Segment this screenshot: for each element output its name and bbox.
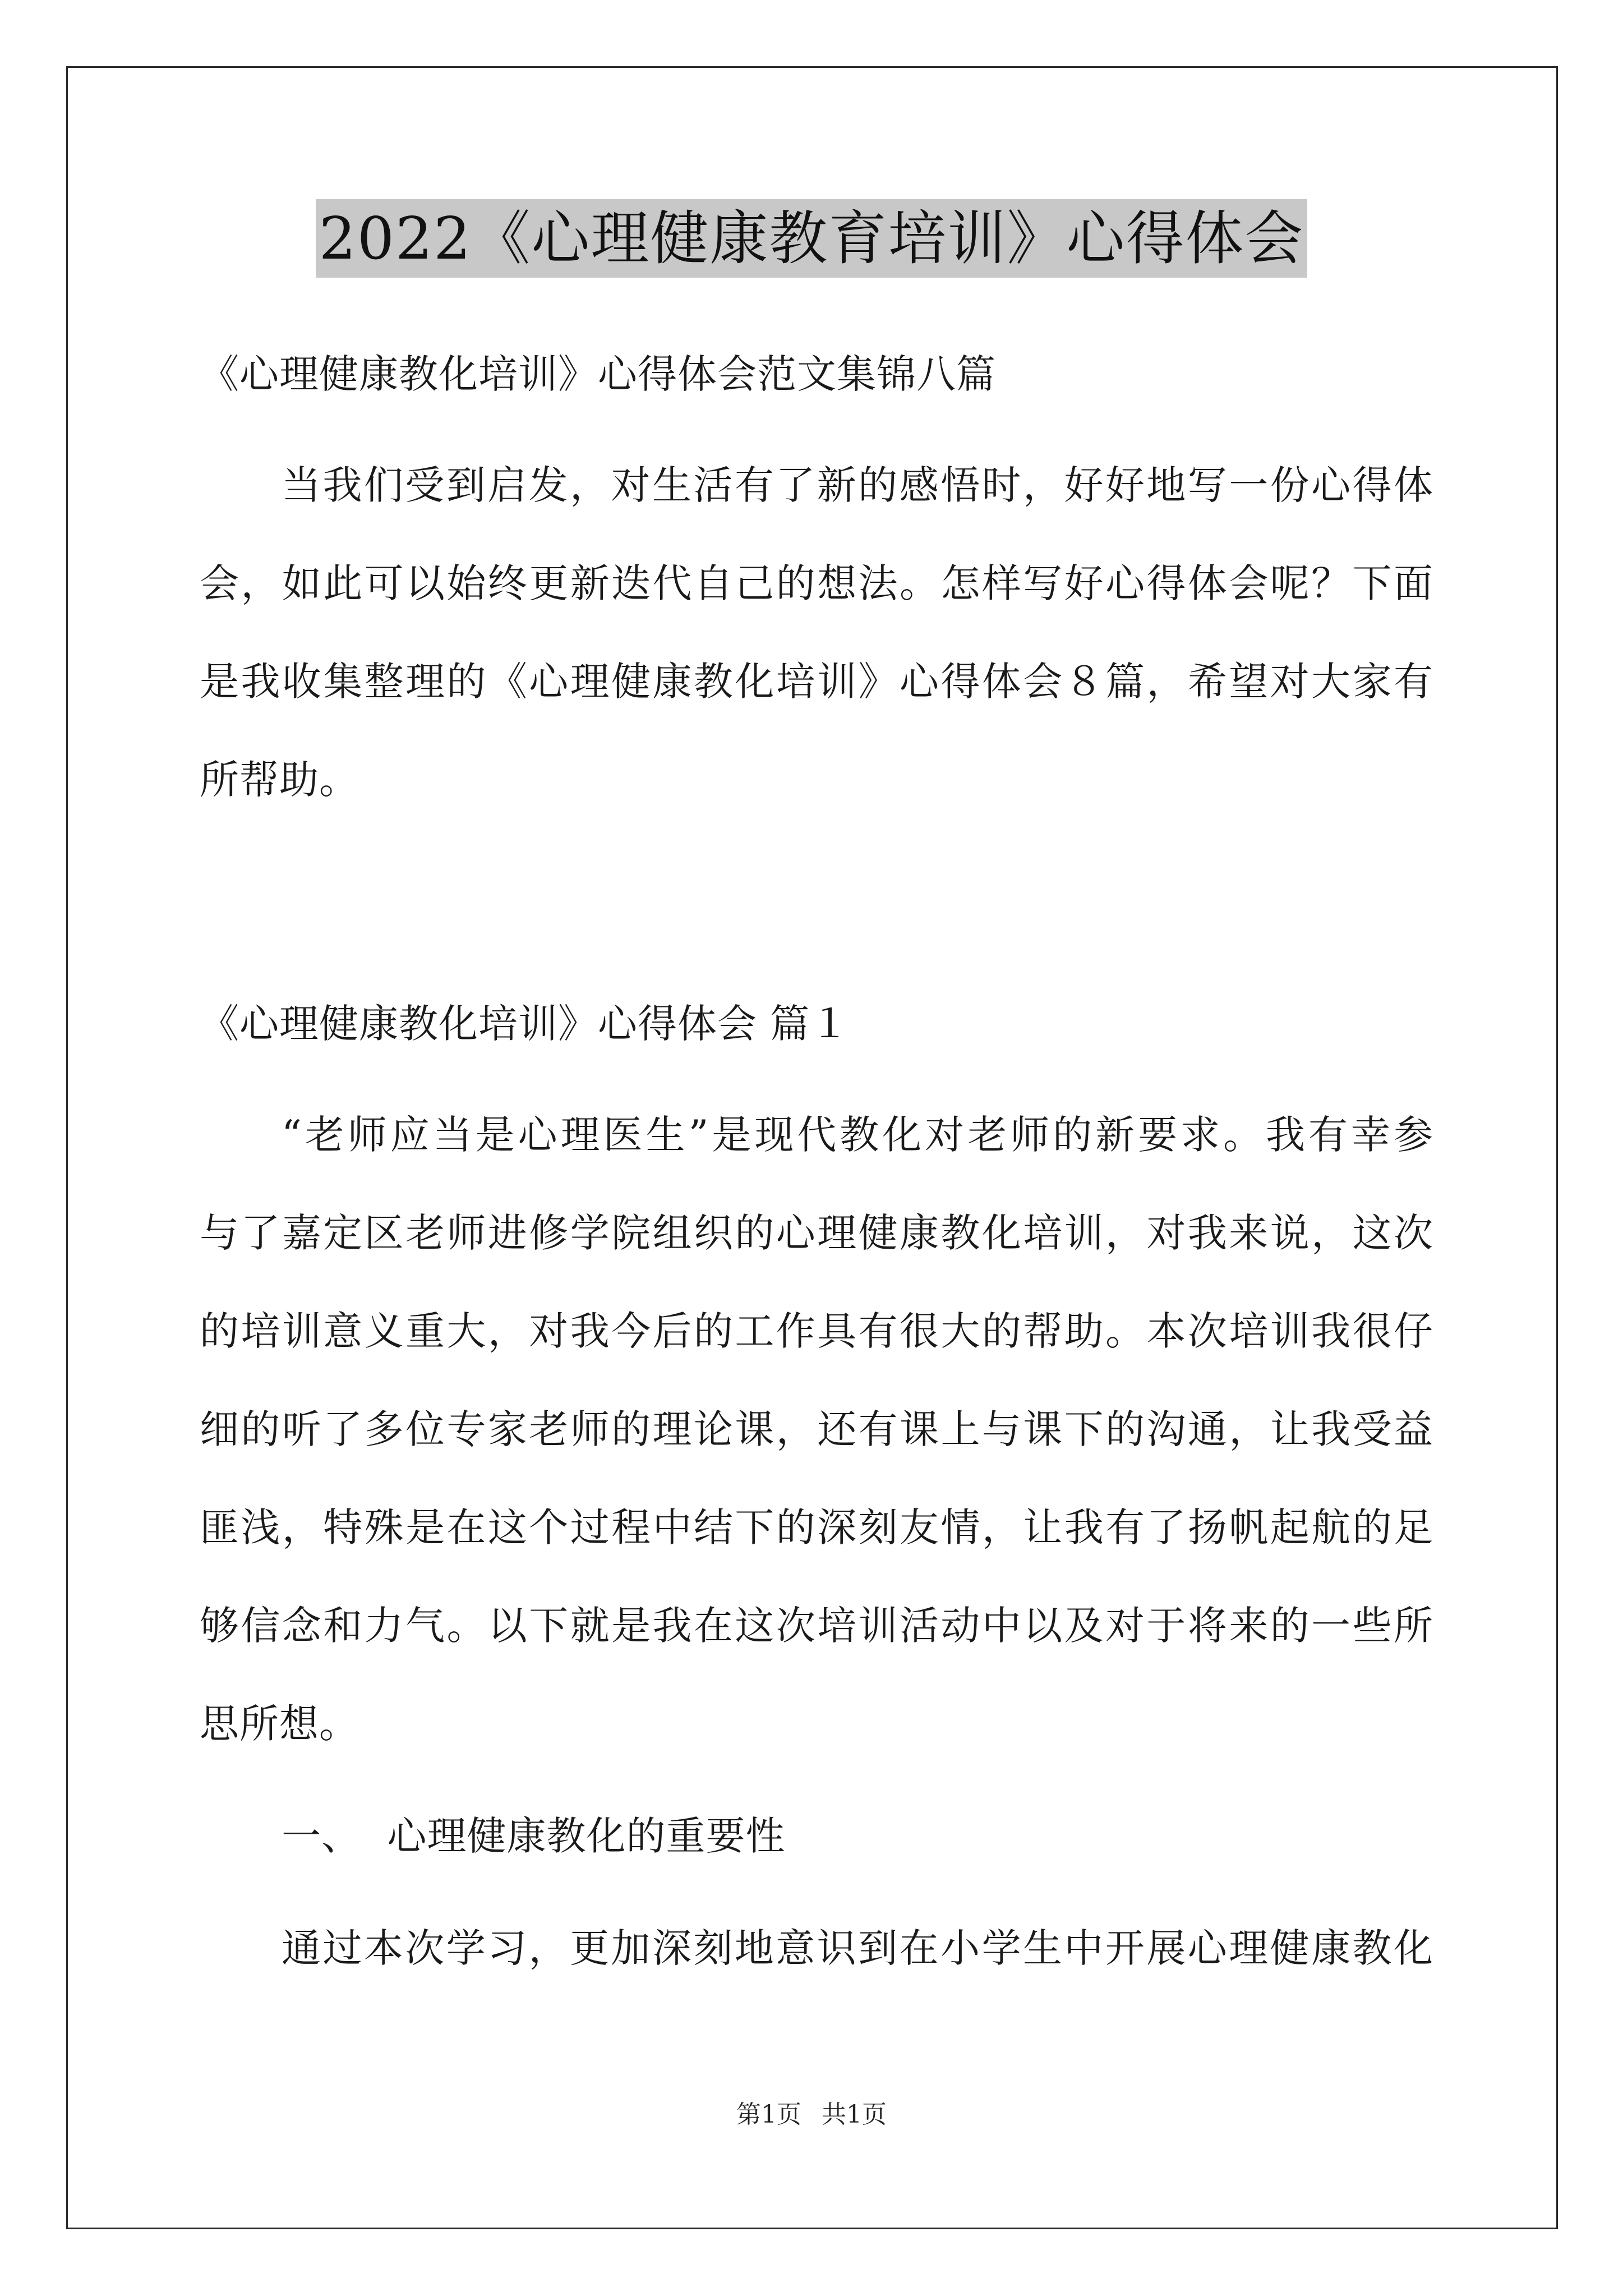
document-subtitle: 《心理健康教化培训》心得体会范文集锦八篇 <box>200 351 996 397</box>
body-line: 思所想。 <box>200 1701 359 1747</box>
point-heading: 一、 心理健康教化的重要性 <box>282 1813 786 1859</box>
point-line: 通过本次学习，更加深刻地意识到在小学生中开展心理健康教化 <box>282 1925 1433 1971</box>
body-line: 与了嘉定区老师进修学院组织的心理健康教化培训，对我来说，这次 <box>200 1210 1433 1256</box>
page-total: 共1页 <box>822 2100 887 2129</box>
intro-line: 当我们受到启发，对生活有了新的感悟时，好好地写一份心得体 <box>282 462 1433 508</box>
intro-line: 会，如此可以始终更新迭代自己的想法。怎样写好心得体会呢？下面 <box>200 560 1433 606</box>
body-line: 够信念和力气。以下就是我在这次培训活动中以及对于将来的一些所 <box>200 1603 1433 1649</box>
intro-line: 是我收集整理的《心理健康教化培训》心得体会８篇，希望对大家有 <box>200 659 1433 705</box>
page-footer <box>0 2098 1623 2132</box>
title-container <box>0 199 1623 278</box>
body-line: 细的听了多位专家老师的理论课，还有课上与课下的沟通，让我受益 <box>200 1406 1433 1452</box>
intro-line: 所帮助。 <box>200 757 359 803</box>
body-line: “老师应当是心理医生”是现代教化对老师的新要求。我有幸参 <box>282 1112 1433 1158</box>
page-number: 第1页 <box>736 2100 801 2129</box>
body-line: 匪浅，特殊是在这个过程中结下的深刻友情，让我有了扬帆起航的足 <box>200 1504 1433 1550</box>
section-heading: 《心理健康教化培训》心得体会 篇１ <box>200 1001 850 1047</box>
body-line: 的培训意义重大，对我今后的工作具有很大的帮助。本次培训我很仔 <box>200 1308 1433 1354</box>
document-title: 2022《心理健康教育培训》心得体会 <box>316 199 1308 278</box>
